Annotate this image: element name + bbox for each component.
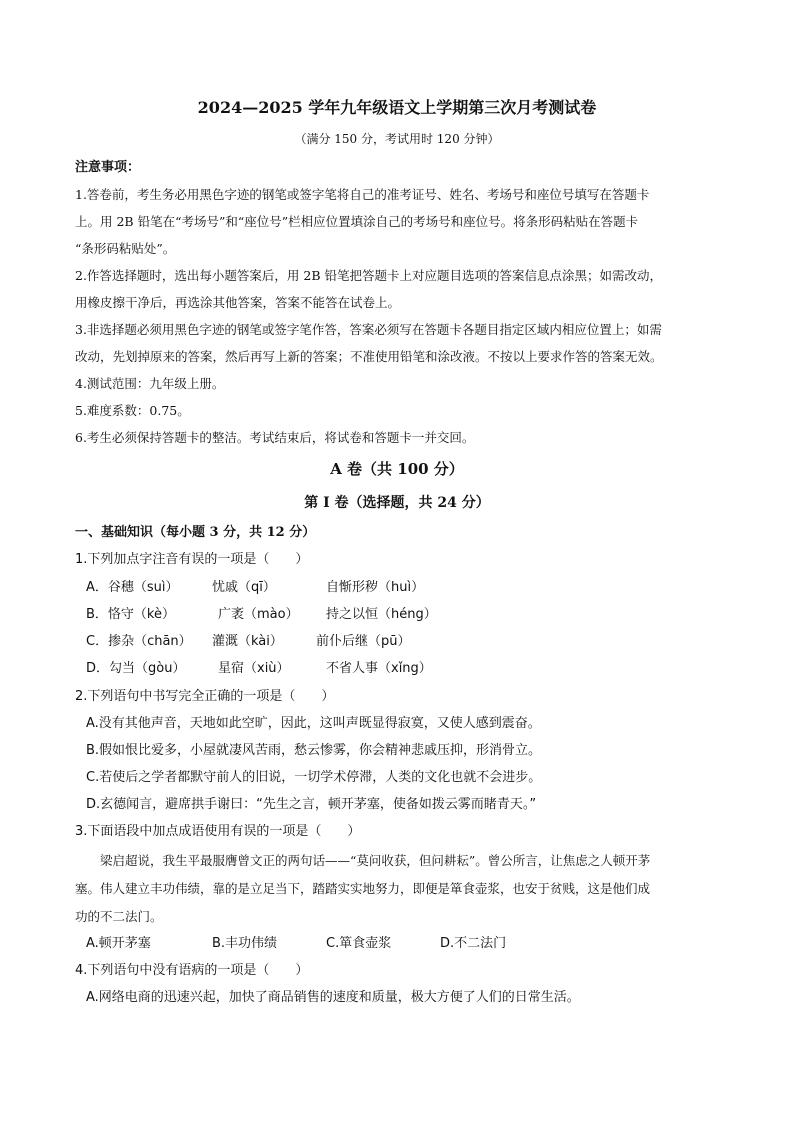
q1-c-item: 灌溉（kài） <box>212 634 283 649</box>
notes-line: 1.答卷前，考生务必用黑色字迹的钢笔或签字笔将自己的准考证号、姓名、考场号和座位号填写在答题卡 <box>75 187 650 202</box>
q1-d-item: 不省人事（xǐng） <box>326 661 432 676</box>
q1-b-item: B．恪守（kè） <box>86 607 175 622</box>
notes-line: 4.测试范围：九年级上册。 <box>75 376 225 391</box>
q3-stem: 3.下面语段中加点成语使用有误的一项是（ ） <box>75 824 361 839</box>
page-subtitle: （满分 150 分，考试用时 120 分钟） <box>294 132 500 146</box>
q1-a-item: 自惭形秽（huì） <box>326 580 425 595</box>
q2-option-d: D.玄德闻言，避席拱手谢曰：“先生之言，顿开茅塞，使备如拨云雾而睹青天。” <box>86 797 537 812</box>
notes-line: 6.考生必须保持答题卡的整洁。考试结束后，将试卷和答题卡一并交回。 <box>75 430 475 445</box>
volume-a-heading: A 卷（共 100 分） <box>330 460 464 478</box>
notes-line: 5.难度系数：0.75。 <box>75 403 190 418</box>
q1-c-item: C．掺杂（chān） <box>86 634 192 649</box>
part-one-heading: 第 I 卷（选择题，共 24 分） <box>304 495 490 511</box>
q3-option-b: B.丰功伟绩 <box>212 936 278 951</box>
q3-passage-line: 塞。伟人建立丰功伟绩，靠的是立足当下，踏踏实实地努力，即便是箪食壶浆，也安于贫贱，这是他们成 <box>75 881 651 896</box>
q1-a-item: 忧戚（qī） <box>212 580 276 595</box>
q4-stem: 4.下列语句中没有语病的一项是（ ） <box>75 963 309 978</box>
notes-line: 3.非选择题必须用黑色字迹的钢笔或签字笔作答，答案必须写在答题卡各题目指定区域内相应位置上；如需 <box>75 322 662 337</box>
q2-option-c: C.若使后之学者都默守前人的旧说，一切学术停滞，人类的文化也就不会进步。 <box>86 770 542 785</box>
q4-option-a: A.网络电商的迅速兴起，加快了商品销售的速度和质量，极大方便了人们的日常生活。 <box>86 990 580 1005</box>
q3-passage-line: 功的不二法门。 <box>75 909 163 924</box>
q2-option-a: A.没有其他声音，天地如此空旷，因此，这叫声既显得寂寞，又使人感到震奋。 <box>86 716 541 731</box>
section-one-heading: 一、基础知识（每小题 3 分，共 12 分） <box>75 525 316 540</box>
q1-a-item: A．谷穗（suì） <box>86 580 179 595</box>
q3-option-a: A.顿开茅塞 <box>86 936 151 951</box>
q2-stem: 2.下列语句中书写完全正确的一项是（ ） <box>75 689 335 704</box>
notes-line: 改动，先划掉原来的答案，然后再写上新的答案；不准使用铅笔和涂改液。不按以上要求作答的答案无效。 <box>75 349 663 364</box>
q3-option-d: D.不二法门 <box>440 936 507 951</box>
q1-c-item: 前仆后继（pū） <box>316 634 411 649</box>
q2-option-b: B.假如恨比爱多，小屋就凄风苦雨，愁云惨雾，你会精神悲戚压抑，形消骨立。 <box>86 743 542 758</box>
q1-d-item: 星宿（xiù） <box>218 661 290 676</box>
q3-option-c: C.箪食壶浆 <box>326 936 392 951</box>
notes-line: “条形码粘贴处”。 <box>75 241 176 256</box>
q1-d-item: D．勾当（gòu） <box>86 661 186 676</box>
q1-b-item: 广袤（mào） <box>218 607 299 622</box>
notes-line: 用橡皮擦干净后，再选涂其他答案，答案不能答在试卷上。 <box>75 295 401 310</box>
notes-line: 上。用 2B 铅笔在“考场号”和“座位号”栏相应位置填涂自己的考场号和座位号。将条形码粘贴在答题卡 <box>75 214 639 229</box>
notes-line: 2.作答选择题时，选出每小题答案后，用 2B 铅笔把答题卡上对应题目选项的答案信息点涂黑；如需改动， <box>75 268 663 283</box>
q3-passage-line: 梁启超说，我生平最服膺曾文正的两句话——“莫问收获，但问耕耘”。曾公所言，让焦虑之人顿开茅 <box>100 853 651 868</box>
q1-stem: 1.下列加点字注音有误的一项是（ ） <box>75 552 309 567</box>
notes-heading: 注意事项： <box>75 160 141 175</box>
page-title: 2024—2025 学年九年级语文上学期第三次月考测试卷 <box>197 98 597 117</box>
q1-b-item: 持之以恒（héng） <box>326 607 437 622</box>
